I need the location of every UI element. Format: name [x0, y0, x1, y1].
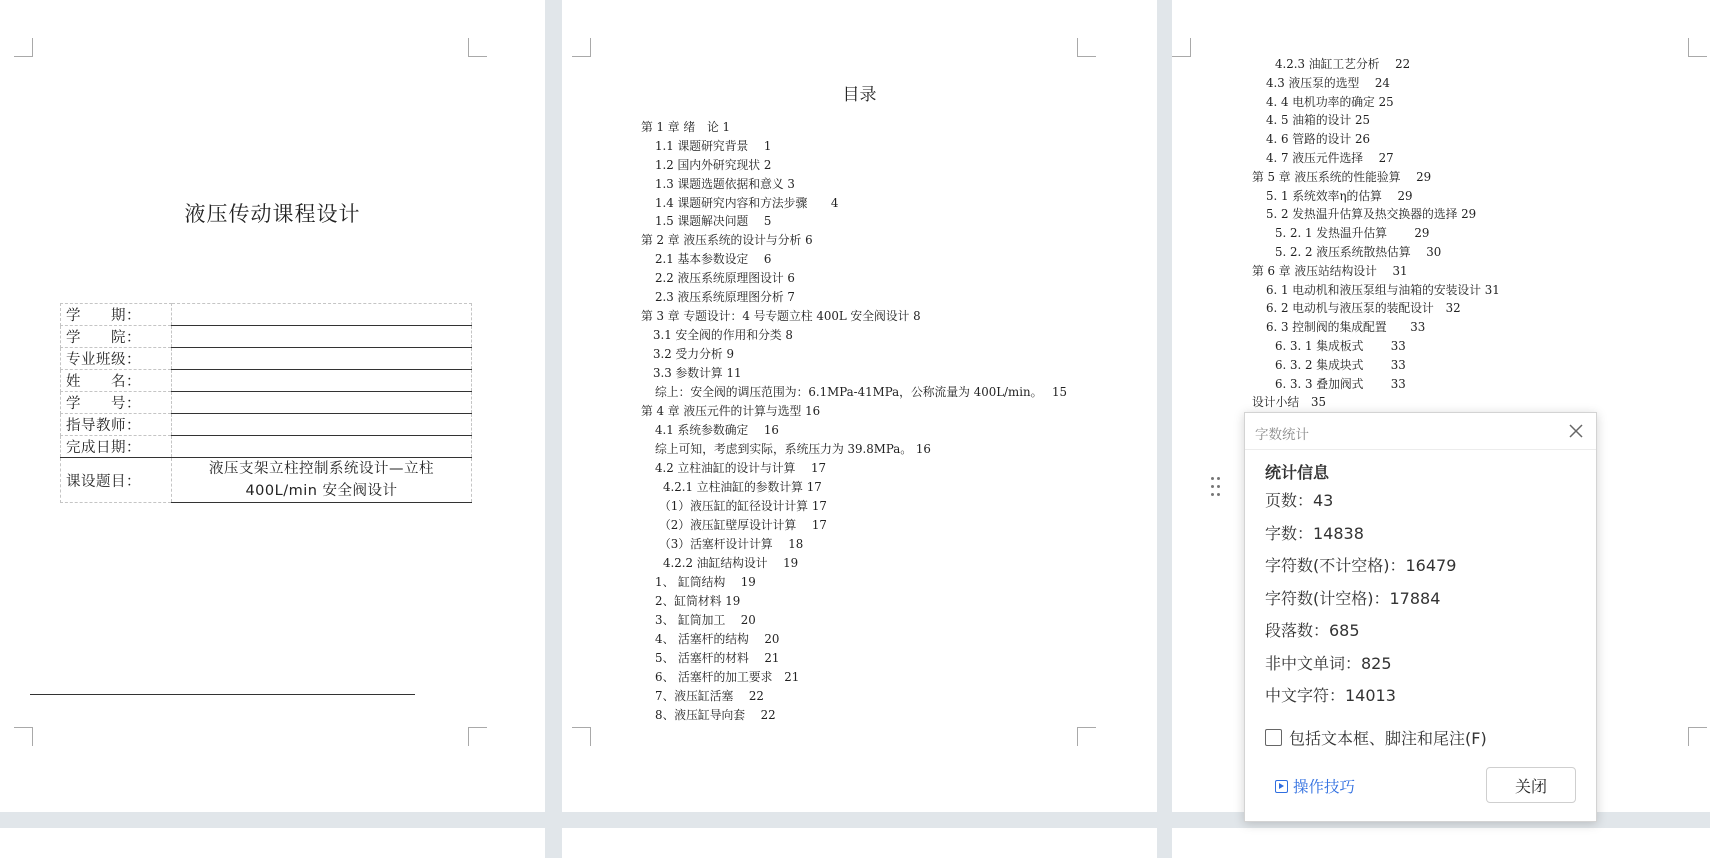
close-icon[interactable]	[1566, 421, 1586, 441]
close-button[interactable]: 关闭	[1486, 767, 1576, 803]
toc-entry[interactable]: 3、 缸筒加工 20	[655, 613, 756, 627]
toc-entry[interactable]: 4.2.1 立柱油缸的参数计算 17	[663, 480, 822, 494]
table-row	[61, 436, 472, 458]
stat-words: 字数：14838	[1265, 524, 1364, 543]
field-value[interactable]	[172, 326, 472, 348]
dialog-title: 字数统计	[1255, 427, 1309, 443]
page-corner-mark	[572, 38, 591, 57]
toc-entry[interactable]: 6. 1 电动机和液压泵组与油箱的安装设计 31	[1266, 282, 1500, 297]
toc-entry[interactable]: 设计小结 35	[1252, 395, 1326, 410]
document-page-4	[0, 828, 545, 858]
field-label: 学 院：	[61, 326, 172, 348]
stat-pages: 页数：43	[1265, 491, 1334, 510]
table-row	[61, 348, 472, 370]
topic-line: 400L/min 安全阀设计	[245, 483, 398, 499]
toc-entry[interactable]: 3.1 安全阀的作用和分类 8	[653, 328, 793, 342]
toc-entry[interactable]: 第 6 章 液压站结构设计 31	[1252, 263, 1408, 278]
toc-entry[interactable]: 6. 3 控制阀的集成配置 33	[1266, 320, 1426, 335]
document-title: 液压传动课程设计	[184, 202, 361, 226]
toc-entry[interactable]: 1.3 课题选题依据和意义 3	[655, 177, 795, 191]
toc-entry[interactable]: 5. 2. 2 液压系统散热估算 30	[1275, 245, 1442, 259]
topic-value[interactable]	[172, 458, 472, 503]
include-label: 包括文本框、脚注和尾注(F)	[1289, 729, 1487, 748]
field-label: 完成日期：	[61, 436, 172, 458]
topic-label: 课设题目：	[61, 458, 172, 503]
signature-line	[30, 694, 415, 695]
table-row	[61, 458, 472, 503]
stat-chars-no-spaces: 字符数(不计空格)：16479	[1265, 556, 1457, 575]
dialog-header[interactable]	[1245, 413, 1596, 450]
toc-entry[interactable]: 4.3 液压泵的选型 24	[1266, 75, 1390, 90]
page-corner-mark	[1172, 38, 1191, 57]
field-label: 指导教师：	[61, 414, 172, 436]
document-page-2	[562, 0, 1157, 812]
page-corner-mark	[1688, 727, 1707, 746]
field-value[interactable]	[172, 304, 472, 326]
table-row	[61, 326, 472, 348]
include-checkbox[interactable]	[1265, 729, 1282, 746]
include-textbox-option[interactable]	[1265, 726, 1487, 749]
toc-entry[interactable]: 3.2 受力分析 9	[653, 347, 734, 361]
toc-entry[interactable]: 2.3 液压系统原理图分析 7	[655, 290, 795, 304]
toc-entry[interactable]: 4.1 系统参数确定 16	[655, 423, 779, 437]
field-value[interactable]	[172, 392, 472, 414]
play-icon	[1275, 780, 1288, 793]
field-value[interactable]	[172, 436, 472, 458]
toc-entry[interactable]: 7、液压缸活塞 22	[655, 689, 764, 703]
stat-chinese-chars: 中文字符：14013	[1265, 686, 1396, 705]
section-heading: 统计信息	[1265, 463, 1330, 482]
stat-paragraphs: 段落数：685	[1265, 621, 1360, 640]
table-row	[61, 414, 472, 436]
toc-entry[interactable]: （1）液压缸的缸径设计计算 17	[659, 499, 827, 513]
toc-entry[interactable]: 综上可知，考虑到实际，系统压力为 39.8MPa。 16	[655, 442, 931, 456]
cover-info-table	[60, 303, 472, 503]
table-row	[61, 370, 472, 392]
page-corner-mark	[1077, 38, 1096, 57]
tips-link[interactable]	[1275, 775, 1355, 797]
toc-entry[interactable]: 3.3 参数计算 11	[653, 366, 742, 380]
toc-entry[interactable]: 6. 2 电动机与液压泵的装配设计 32	[1266, 301, 1461, 316]
toc-entry[interactable]: （3）活塞杆设计计算 18	[659, 537, 804, 551]
topic-line: 液压支架立柱控制系统设计—立柱	[209, 461, 434, 477]
toc-entry[interactable]: 综上：安全阀的调压范围为：6.1MPa-41MPa，公称流量为 400L/min。 15	[655, 385, 1068, 399]
toc-entry[interactable]: 8、液压缸导向套 22	[655, 708, 776, 722]
toc-entry[interactable]: 4. 5 油箱的设计 25	[1266, 113, 1371, 128]
field-label: 专业班级：	[61, 348, 172, 370]
toc-entry[interactable]: 第 4 章 液压元件的计算与选型 16	[641, 404, 821, 418]
toc-entry[interactable]: 4.2 立柱油缸的设计与计算 17	[655, 461, 827, 475]
toc-entry[interactable]: 1.1 课题研究背景 1	[655, 139, 772, 153]
toc-entry[interactable]: 第 2 章 液压系统的设计与分析 6	[641, 233, 813, 247]
toc-entry[interactable]: 2.2 液压系统原理图设计 6	[655, 271, 795, 285]
toc-entry[interactable]: 5. 1 系统效率η的估算 29	[1266, 188, 1413, 203]
field-label: 学 号：	[61, 392, 172, 414]
toc-entry[interactable]: 1.2 国内外研究现状 2	[655, 158, 772, 172]
toc-entry[interactable]: 5、 活塞杆的材料 21	[655, 651, 780, 665]
toc-entry[interactable]: 2.1 基本参数设定 6	[655, 252, 772, 266]
document-page-5	[562, 828, 1157, 858]
toc-entry[interactable]: 4.2.3 油缸工艺分析 22	[1275, 57, 1411, 71]
field-value[interactable]	[172, 370, 472, 392]
toc-entry[interactable]: 第 3 章 专题设计：4 号专题立柱 400L 安全阀设计 8	[641, 309, 921, 323]
toc-entry[interactable]: 1.4 课题研究内容和方法步骤 4	[655, 196, 839, 210]
field-value[interactable]	[172, 414, 472, 436]
table-row	[61, 392, 472, 414]
field-label: 姓 名：	[61, 370, 172, 392]
document-page-6	[1172, 828, 1710, 858]
stat-chars-with-spaces: 字符数(计空格)：17884	[1265, 589, 1441, 608]
page-corner-mark	[468, 38, 487, 57]
table-row	[61, 304, 472, 326]
toc-entry[interactable]: 5. 2 发热温升估算及热交换器的选择 29	[1266, 207, 1477, 222]
toc-entry[interactable]: 4. 4 电机功率的确定 25	[1266, 94, 1394, 109]
toc-entry[interactable]: 第 1 章 绪 论 1	[641, 120, 730, 134]
toc-entry[interactable]: 4. 7 液压元件选择 27	[1266, 151, 1394, 165]
toc-entry[interactable]: 1、 缸筒结构 19	[655, 575, 756, 589]
page-corner-mark	[1077, 727, 1096, 746]
field-value[interactable]	[172, 348, 472, 370]
page-corner-mark	[572, 727, 591, 746]
toc-entry[interactable]: 2、缸筒材料 19	[655, 594, 741, 608]
stat-non-chinese-words: 非中文单词：825	[1265, 654, 1392, 673]
toc-entry[interactable]: 6. 3. 1 集成板式 33	[1275, 339, 1406, 353]
dialog-drag-handle[interactable]	[1211, 477, 1223, 499]
toc-entry[interactable]: 6. 3. 2 集成块式 33	[1275, 357, 1406, 372]
page-corner-mark	[1688, 38, 1707, 57]
tips-label: 操作技巧	[1293, 778, 1356, 796]
toc-entry[interactable]: 4.2.2 油缸结构设计 19	[663, 556, 799, 570]
document-page-1	[0, 0, 545, 812]
page-corner-mark	[468, 727, 487, 746]
toc-entry[interactable]: 5. 2. 1 发热温升估算 29	[1275, 226, 1430, 241]
toc-entry[interactable]: 4. 6 管路的设计 26	[1266, 132, 1371, 147]
field-label: 学 期：	[61, 304, 172, 326]
toc-title: 目录	[842, 85, 877, 105]
toc-entry[interactable]: 1.5 课题解决问题 5	[655, 214, 772, 228]
toc-entry[interactable]: 6、 活塞杆的加工要求 21	[655, 670, 800, 684]
toc-entry[interactable]: （2）液压缸壁厚设计计算 17	[659, 518, 827, 532]
page-corner-mark	[14, 38, 33, 57]
page-corner-mark	[14, 727, 33, 746]
toc-entry[interactable]: 6. 3. 3 叠加阀式 33	[1275, 376, 1406, 391]
toc-entry[interactable]: 4、 活塞杆的结构 20	[655, 632, 780, 646]
word-count-dialog	[1244, 412, 1597, 822]
toc-entry[interactable]: 第 5 章 液压系统的性能验算 29	[1252, 169, 1432, 184]
